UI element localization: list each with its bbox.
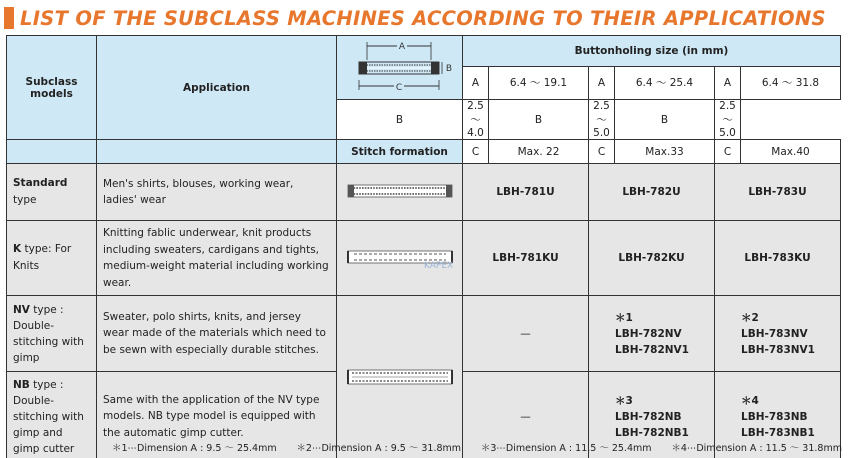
footnote: ＊3⋯Dimension A : 11.5 ～ 25.4mm [480,443,652,454]
model-781-unavailable: — [463,296,589,372]
table-row [7,221,841,296]
title-accent-block [4,7,14,29]
size-a-letter: A [715,66,741,99]
model-782: LBH-782U [589,164,715,221]
footnote-mark: ＊1 [615,311,633,324]
stitch-formation-standard [337,164,463,221]
application-text: Knitting fablic underwear, knit products including sweaters, cardigans and tights, medium-weight material including working wear. [97,221,337,296]
diagram-label-b: B [445,64,452,74]
gimp-stitch-icon [344,362,456,392]
size-b-value: 2.5 ～ 5.0 [715,100,741,140]
header-buttonholing-size: Buttonholing size (in mm) [463,36,841,67]
footnote: ＊2⋯Dimension A : 9.5 ～ 31.8mm [296,443,462,454]
model-781: LBH-781U [463,164,589,221]
footnote: ＊1⋯Dimension A : 9.5 ～ 25.4mm [112,443,277,454]
size-c-letter: C [715,140,741,164]
size-a-value: 6.4 ～ 25.4 [615,66,715,99]
header-application: Application [97,36,337,140]
footnote: ＊4⋯Dimension A : 11.5 ～ 31.8mm [671,443,842,454]
model-783: ＊2 LBH-783NV LBH-783NV1 [715,296,841,372]
size-c-letter: C [463,140,489,164]
subclass-name: K type: For Knits [7,221,97,296]
stitch-formation-k [337,221,463,296]
buttonhole-diagram [337,36,463,100]
size-b-letter: B [337,100,463,140]
footnotes [112,440,842,454]
application-text: Sweater, polo shirts, knits, and jersey wear made of the materials which need to be sewn with especially durable stitches. [97,296,337,372]
size-a-letter: A [463,66,489,99]
model-783: LBH-783KU [715,221,841,296]
size-b-value: 2.5 ～ 4.0 [463,100,489,140]
footnote-mark: ＊3 [615,394,633,407]
size-c-value: Max. 22 [489,140,589,164]
header-subclass-models: Subclass models [7,36,97,140]
size-a-value: 6.4 ～ 31.8 [741,66,841,99]
footnote-mark: ＊4 [741,394,759,407]
model-783: ＊4 LBH-783NB LBH-783NB1 [715,372,841,458]
application-text: Men's shirts, blouses, working wear, ladies' wear [97,164,337,221]
subclass-name: NB type : Double-stitching with gimp and gimp cutter [7,372,97,458]
table-row [7,164,841,221]
model-782: ＊3 LBH-782NB LBH-782NB1 [589,372,715,458]
buttonhole-diagram-icon [345,36,455,96]
footnote-mark: ＊2 [741,311,759,324]
model-781-unavailable: — [463,372,589,458]
standard-stitch-icon [344,178,456,204]
size-b-value: 2.5 ～ 5.0 [589,100,615,140]
table-row [7,296,841,372]
application-text: Same with the application of the NV type models. NB type model is equipped with the automatic gimp cutter. [97,372,337,458]
watermark-text: KAPEX [423,260,453,271]
size-c-value: Max.40 [741,140,841,164]
size-c-letter: C [589,140,615,164]
subclass-name: NV type : Double-stitching with gimp [7,296,97,372]
model-782: ＊1 LBH-782NV LBH-782NV1 [589,296,715,372]
subclass-name: Standard type [7,164,97,221]
k-stitch-icon [344,243,456,271]
diagram-label-a: A [398,42,405,52]
size-a-value: 6.4 ～ 19.1 [489,66,589,99]
size-b-letter: B [489,100,589,140]
page-title: LIST OF THE SUBCLASS MACHINES ACCORDING TO THEIR APPLICATIONS [20,6,826,30]
size-b-letter: B [615,100,715,140]
subclass-table [6,35,841,458]
model-781: LBH-781KU [463,221,589,296]
diagram-label-c: C [395,83,402,93]
stitch-formation-nv-nb [337,296,463,458]
model-782: LBH-782KU [589,221,715,296]
model-783: LBH-783U [715,164,841,221]
title-bar [4,4,846,32]
size-a-letter: A [589,66,615,99]
size-c-value: Max.33 [615,140,715,164]
header-stitch-formation: Stitch formation [337,140,463,164]
